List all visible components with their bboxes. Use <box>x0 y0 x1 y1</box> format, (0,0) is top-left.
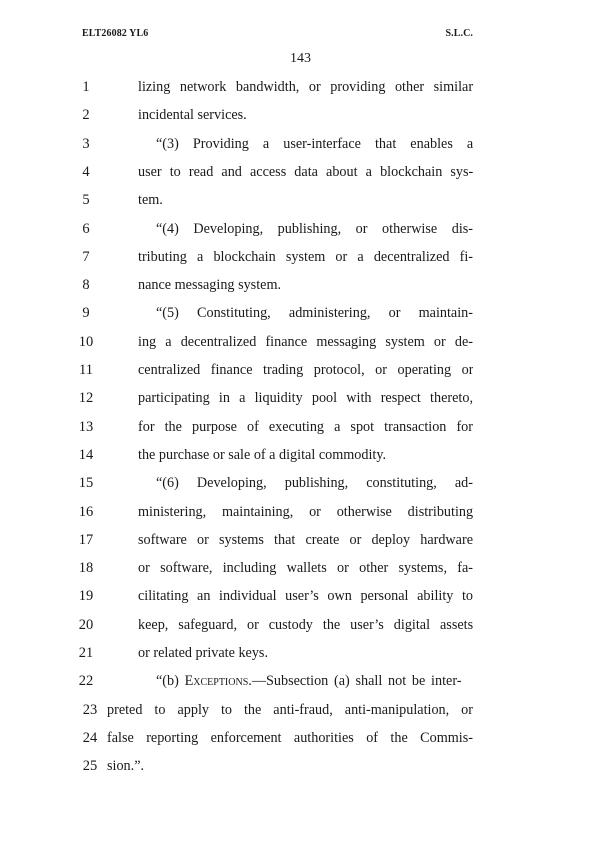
line-number: 17 <box>78 531 94 548</box>
line-text: false reporting enforcement authorities of the Commis- <box>107 729 473 746</box>
bill-line <box>0 73 601 101</box>
bill-line <box>0 639 601 667</box>
line-number: 19 <box>78 588 94 605</box>
line-text: “(5) Constituting, administering, or maintain- <box>156 305 473 322</box>
line-text: or related private keys. <box>138 645 268 661</box>
bill-line <box>0 696 601 724</box>
line-number: 25 <box>82 758 98 775</box>
bill-line <box>0 498 601 526</box>
subsection-text: .—Subsection (a) shall not be inter- <box>248 673 462 690</box>
line-text: centralized finance trading protocol, or operating or <box>138 362 473 378</box>
bill-line <box>0 752 601 780</box>
line-number: 20 <box>78 616 94 633</box>
subsection-heading: Exceptions <box>184 673 249 690</box>
line-text: “(3) Providing a user-interface that enables a <box>156 135 473 152</box>
line-text: sion.”. <box>107 758 145 775</box>
bill-line <box>0 441 601 469</box>
line-number: 22 <box>78 673 94 690</box>
bill-line <box>0 158 601 186</box>
document-id: ELT26082 YL6 <box>82 28 149 39</box>
office-code: S.L.C. <box>445 28 473 39</box>
line-number: 2 <box>82 107 90 124</box>
line-text: or software, including wallets or other systems, fa- <box>138 560 473 577</box>
line-number: 3 <box>82 135 90 152</box>
line-number: 13 <box>78 418 94 435</box>
line-text: incidental services. <box>138 107 247 124</box>
bill-line <box>0 243 601 271</box>
line-text: ing a decentralized finance messaging system or de- <box>138 333 473 350</box>
line-text: preted to apply to the anti-fraud, anti-manipulation, or <box>107 701 473 718</box>
bill-line <box>0 526 601 554</box>
bill-line <box>0 554 601 582</box>
line-text: “(4) Developing, publishing, or otherwise dis- <box>156 220 473 237</box>
bill-line <box>0 582 601 610</box>
line-number: 23 <box>82 701 98 718</box>
subsection-prefix: “(b) <box>156 673 185 690</box>
line-text: lizing network bandwidth, or providing other similar <box>138 79 473 95</box>
bill-line <box>0 724 601 752</box>
bill-line <box>0 215 601 243</box>
bill-line <box>0 299 601 327</box>
line-text: nance messaging system. <box>138 277 282 294</box>
line-number: 14 <box>78 446 94 463</box>
line-number: 21 <box>78 645 94 661</box>
line-text: for the purpose of executing a spot transaction for <box>138 418 473 435</box>
line-text: keep, safeguard, or custody the user’s digital assets <box>138 616 473 633</box>
line-text: participating in a liquidity pool with respect thereto, <box>138 390 473 407</box>
line-number: 9 <box>82 305 90 322</box>
line-text: cilitating an individual user’s own personal ability to <box>138 588 473 605</box>
page-number: 143 <box>290 51 311 66</box>
bill-line <box>0 328 601 356</box>
line-number: 11 <box>79 362 93 378</box>
bill-line <box>0 384 601 412</box>
line-number: 5 <box>82 192 90 209</box>
line-text: tem. <box>138 192 163 209</box>
bill-line <box>0 469 601 497</box>
bill-line <box>0 413 601 441</box>
line-number: 7 <box>82 248 90 265</box>
line-text: ministering, maintaining, or otherwise distributing <box>138 503 473 520</box>
line-number: 16 <box>78 503 94 520</box>
line-number: 18 <box>78 560 94 577</box>
line-number: 4 <box>82 163 90 180</box>
line-number: 12 <box>78 390 94 407</box>
bill-line <box>0 130 601 158</box>
line-number: 15 <box>78 475 94 492</box>
line-text: software or systems that create or deploy hardware <box>138 531 473 548</box>
line-number: 24 <box>82 729 98 746</box>
line-number: 6 <box>82 220 90 237</box>
bill-line <box>0 356 601 384</box>
line-number: 8 <box>82 277 90 294</box>
line-text: the purchase or sale of a digital commodity. <box>138 446 387 463</box>
bill-line <box>0 271 601 299</box>
line-number: 1 <box>82 79 90 95</box>
line-number: 10 <box>78 333 94 350</box>
bill-line <box>0 611 601 639</box>
line-text: user to read and access data about a blockchain sys- <box>138 163 473 180</box>
bill-line <box>0 667 601 695</box>
bill-line <box>0 101 601 129</box>
line-text: tributing a blockchain system or a decentralized fi- <box>138 248 473 265</box>
bill-line <box>0 186 601 214</box>
line-text <box>156 667 473 695</box>
line-text: “(6) Developing, publishing, constituting, ad- <box>156 475 473 492</box>
